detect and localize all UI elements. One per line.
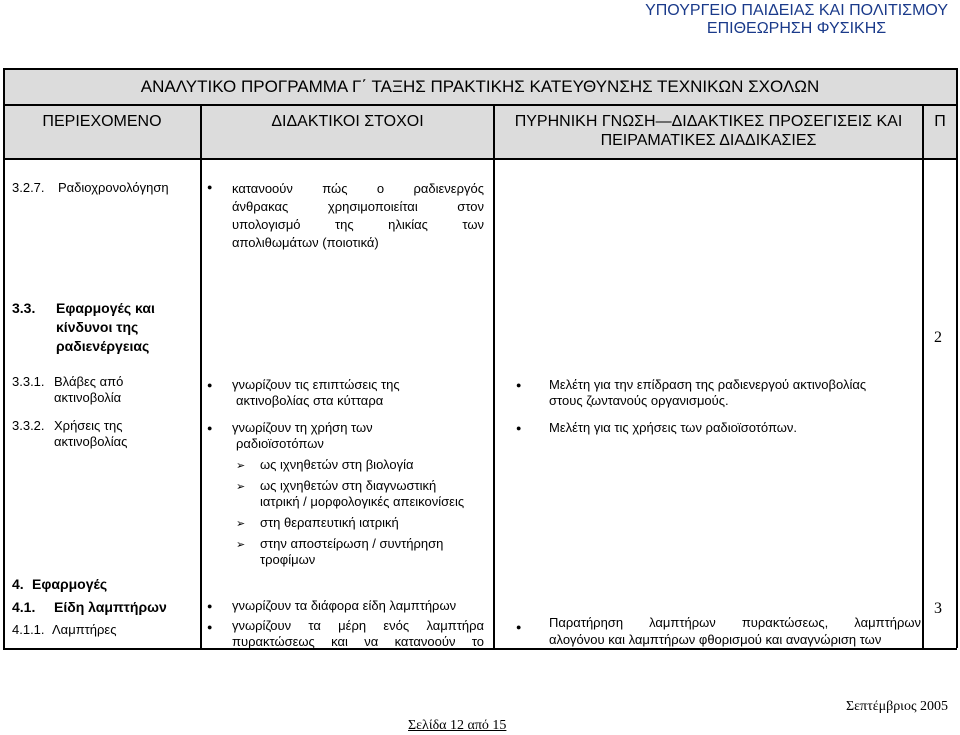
bullet-icon: ● (516, 622, 522, 632)
table-right-border (956, 68, 958, 648)
column-divider (922, 104, 924, 648)
section-title: Βλάβες από ακτινοβολία (54, 374, 124, 405)
section-number: 4.1.1. (12, 622, 45, 637)
objective-text: γνωρίζουν τη χρήση των ραδιοϊσοτόπων (232, 420, 373, 451)
section-title: Εφαρμογές και κίνδυνοι της ραδιενέργειας (56, 300, 155, 354)
section-number: 3.3. (12, 300, 36, 316)
sub-item: στη θεραπευτική ιατρική (260, 515, 399, 530)
core-knowledge-text: Παρατήρηση λαμπτήρων πυρακτώσεως, λαμπτήρων αλογόνου και λαμπτήρων φθορισμού και αναγνώριση των (549, 615, 921, 647)
core-knowledge-text: Μελέτη για τις χρήσεις των ραδιοϊσοτόπων. (549, 420, 798, 435)
bullet-icon: ● (207, 423, 213, 433)
section-number: 4.1. (12, 599, 36, 615)
core-knowledge-text: Μελέτη για την επίδραση της ραδιενεργού ακτινοβολίας στους ζωντανούς οργανισμούς. (549, 377, 867, 408)
column-header-core-knowledge: ΠΥΡΗΝΙΚΗ ΓΝΩΣΗ—ΔΙΔΑΚΤΙΚΕΣ ΠΡΟΣΕΓΙΣΕΙΣ ΚΑΙ ΠΕΙΡΑΜΑΤΙΚΕΣ ΔΙΑΔΙΚΑΣΙΕΣ (514, 113, 903, 149)
objective-text: κατανοούν πώς ο ραδιενεργός άνθρακας χρησιμοποιείται στον υπολογισμό της ηλικίας των απολιθωμάτων (ποιοτικά) (232, 181, 484, 250)
page-number: Σελίδα 12 από 15 (408, 718, 507, 733)
bullet-icon: ● (516, 423, 522, 433)
periods-count: 3 (934, 600, 942, 617)
section-title: Είδη λαμπτήρων (54, 599, 167, 615)
bullet-icon: ● (516, 380, 522, 390)
ministry-header (645, 2, 948, 38)
bullet-icon: ● (207, 380, 213, 390)
section-title: Ραδιοχρονολόγηση (58, 180, 169, 195)
column-header-content: ΠΕΡΙΕΧΟΜΕΝΟ (42, 113, 162, 130)
table-title: ΑΝΑΛΥΤΙΚΟ ΠΡΟΓΡΑΜΜΑ Γ΄ ΤΑΞΗΣ ΠΡΑΚΤΙΚΗΣ ΚΑΤΕΥΘΥΝΣΗΣ ΤΕΧΝΙΚΩΝ ΣΧΟΛΩΝ (140, 77, 820, 96)
section-number: 3.2.7. (12, 180, 45, 195)
inspectorate-name: ΕΠΙΘΕΩΡΗΣΗ ΦΥΣΙΚΗΣ (706, 20, 887, 37)
objective-text: γνωρίζουν τα μέρη ενός λαμπτήρα πυρακτώσεως και να κατανοούν το (232, 618, 484, 649)
sub-item: στην αποστείρωση / συντήρηση τροφίμων (260, 536, 444, 567)
bullet-icon: ● (207, 601, 213, 611)
column-header-periods: Π (934, 113, 946, 130)
ministry-name: ΥΠΟΥΡΓΕΙΟ ΠΑΙΔΕΙΑΣ ΚΑΙ ΠΟΛΙΤΙΣΜΟΥ (645, 2, 948, 19)
column-divider (493, 104, 495, 648)
section-title: Χρήσεις της ακτινοβολίας (54, 418, 128, 449)
sub-item: ως ιχνηθετών στη διαγνωστική ιατρική / μορφολογικές απεικονίσεις (260, 478, 465, 509)
document-date: Σεπτέμβριος 2005 (845, 699, 948, 714)
column-divider (200, 104, 202, 648)
section-number: 3.3.2. (12, 418, 45, 433)
bullet-icon: ● (207, 182, 213, 192)
objective-text: γνωρίζουν τα διάφορα είδη λαμπτήρων (232, 598, 457, 613)
title-row-border (3, 104, 957, 106)
arrow-bullet-icon: ➢ (236, 518, 246, 530)
arrow-bullet-icon: ➢ (236, 539, 246, 551)
table-left-border (3, 68, 5, 648)
header-row-border (3, 158, 957, 160)
section-number: 3.3.1. (12, 374, 45, 389)
arrow-bullet-icon: ➢ (236, 460, 246, 472)
section-number: 4. (12, 576, 24, 592)
section-title: Εφαρμογές (32, 576, 108, 592)
arrow-bullet-icon: ➢ (236, 481, 246, 493)
periods-count: 2 (934, 329, 942, 346)
sub-item: ως ιχνηθετών στη βιολογία (260, 457, 414, 472)
table-top-border (3, 68, 957, 70)
column-header-objectives: ΔΙΔΑΚΤΙΚΟΙ ΣΤΟΧΟΙ (271, 113, 424, 130)
objective-text: γνωρίζουν τις επιπτώσεις της ακτινοβολίας στα κύτταρα (232, 377, 400, 408)
section-title: Λαμπτήρες (52, 622, 117, 637)
bullet-icon: ● (207, 622, 213, 632)
